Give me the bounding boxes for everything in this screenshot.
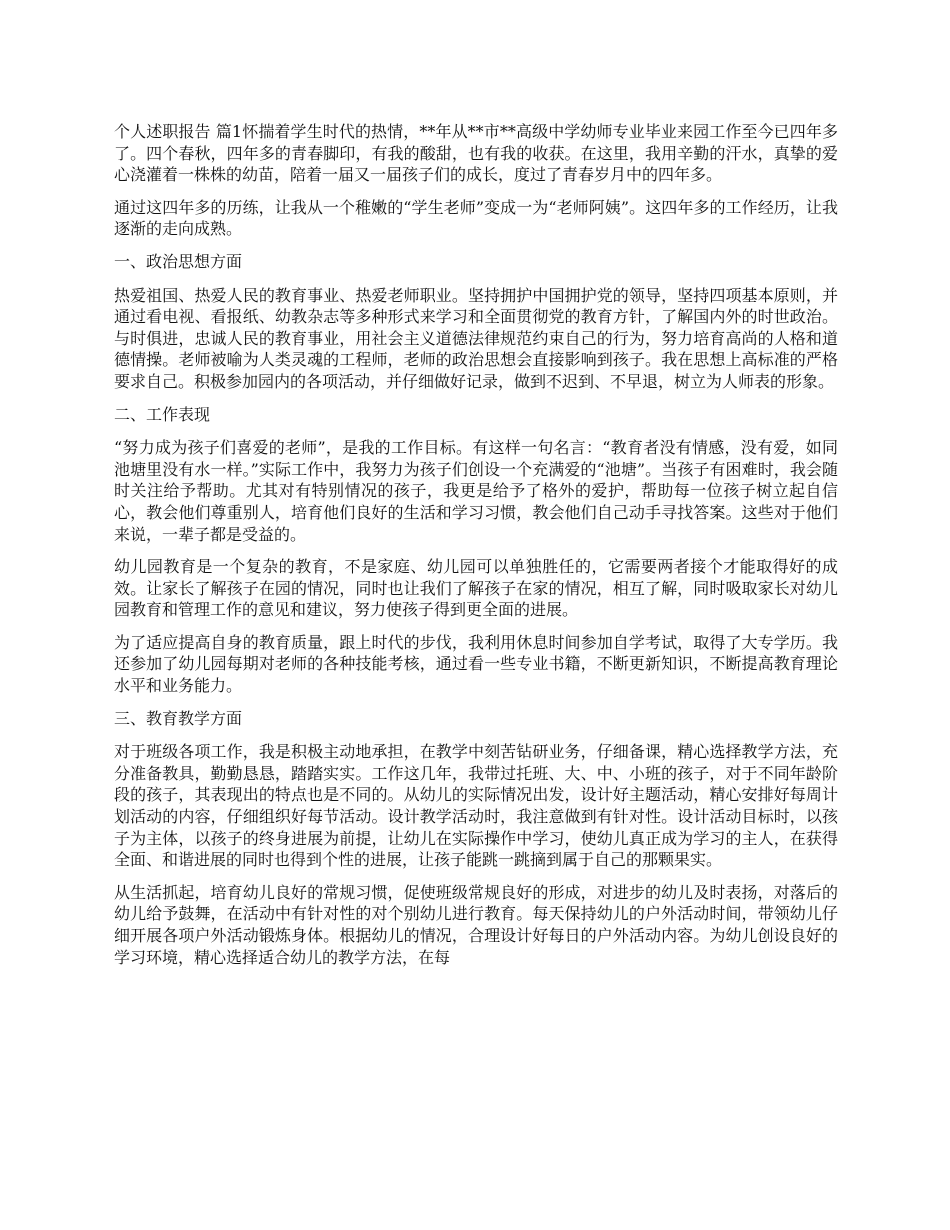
paragraph-experience: 通过这四年多的历练，让我从一个稚嫩的“学生老师”变成一为“老师阿姨”。这四年多的工作经历，让我逐渐的走向成熟。 (114, 197, 838, 239)
document-body (114, 121, 838, 979)
section-heading-work: 二、工作表现 (114, 404, 211, 424)
section-heading-political: 一、政治思想方面 (114, 251, 243, 271)
paragraph-habits: 从生活抓起，培育幼儿良好的常规习惯，促使班级常规良好的形成，对进步的幼儿及时表扬，对落后的幼儿给予鼓舞，在活动中有针对性的对个别幼儿进行教育。每天保持幼儿的户外活动时间，带领幼儿仔细开展各项户外活动锻炼身体。根据幼儿的情况，合理设计好每日的户外活动内容。为幼儿创设良好的学习环境，精心选择适合幼儿的教学方法，在每 (114, 882, 838, 967)
paragraph-work-goal: “努力成为孩子们喜爱的老师”，是我的工作目标。有这样一句名言：“教育者没有情感，没有爱，如同池塘里没有水一样。”实际工作中，我努力为孩子们创设一个充满爱的“池塘”。当孩子有困难时，我会随时关注给予帮助。尤其对有特别情况的孩子，我更是给予了格外的爱护，帮助每一位孩子树立起自信心，教会他们尊重别人，培育他们良好的生活和学习习惯，教会他们自己动手寻找答案。这些对于他们来说，一辈子都是受益的。 (114, 438, 838, 544)
paragraph-self-study: 为了适应提高自身的教育质量，跟上时代的步伐，我利用休息时间参加自学考试，取得了大专学历。我还参加了幼儿园每期对老师的各种技能考核，通过看一些专业书籍，不断更新知识，不断提高教育理论水平和业务能力。 (114, 632, 838, 696)
paragraph-intro: 个人述职报告 篇1怀揣着学生时代的热情，**年从**市**高级中学幼师专业毕业来园工作至今已四年多了。四个春秋，四年多的青春脚印，有我的酸甜，也有我的收获。在这里，我用辛勤的汗水，真挚的爱心浇灌着一株株的幼苗，陪着一届又一届孩子们的成长，度过了青春岁月中的四年多。 (114, 122, 838, 185)
paragraph-teaching: 对于班级各项工作，我是积极主动地承担，在教学中刻苦钻研业务，仔细备课，精心选择教学方法，充分准备教具，勤勤恳恳，踏踏实实。工作这几年，我带过托班、大、中、小班的孩子，对于不同年龄阶段的孩子，其表现出的特点也是不同的。从幼儿的实际情况出发，设计好主题活动，精心安排好每周计划活动的内容，仔细组织好每节活动。设计教学活动时，我注意做到有针对性。设计活动目标时，以孩子为主体，以孩子的终身进展为前提，让幼儿在实际操作中学习，使幼儿真正成为学习的主人，在获得全面、和谐进展的同时也得到个性的进展，让孩子能跳一跳摘到属于自己的那颗果实。 (114, 742, 838, 870)
paragraph-political: 热爱祖国、热爱人民的教育事业、热爱老师职业。坚持拥护中国拥护党的领导，坚持四项基本原则，并通过看电视、看报纸、幼教杂志等多种形式来学习和全面贯彻党的教育方针，了解国内外的时世政治。与时俱进，忠诚人民的教育事业，用社会主义道德法律规范约束自己的行为，努力培育高尚的人格和道德情操。老师被喻为人类灵魂的工程师，老师的政治思想会直接影响到孩子。我在思想上高标准的严格要求自己。积极参加园内的各项活动，并仔细做好记录，做到不迟到、不早退，树立为人师表的形象。 (114, 285, 838, 391)
paragraph-home-school: 幼儿园教育是一个复杂的教育，不是家庭、幼儿园可以单独胜任的，它需要两者接个才能取得好的成效。让家长了解孩子在园的情况，同时也让我们了解孩子在家的情况，相互了解，同时吸取家长对幼儿园教育和管理工作的意见和建议，努力使孩子得到更全面的进展。 (114, 557, 838, 620)
section-heading-teaching: 三、教育教学方面 (114, 708, 243, 728)
